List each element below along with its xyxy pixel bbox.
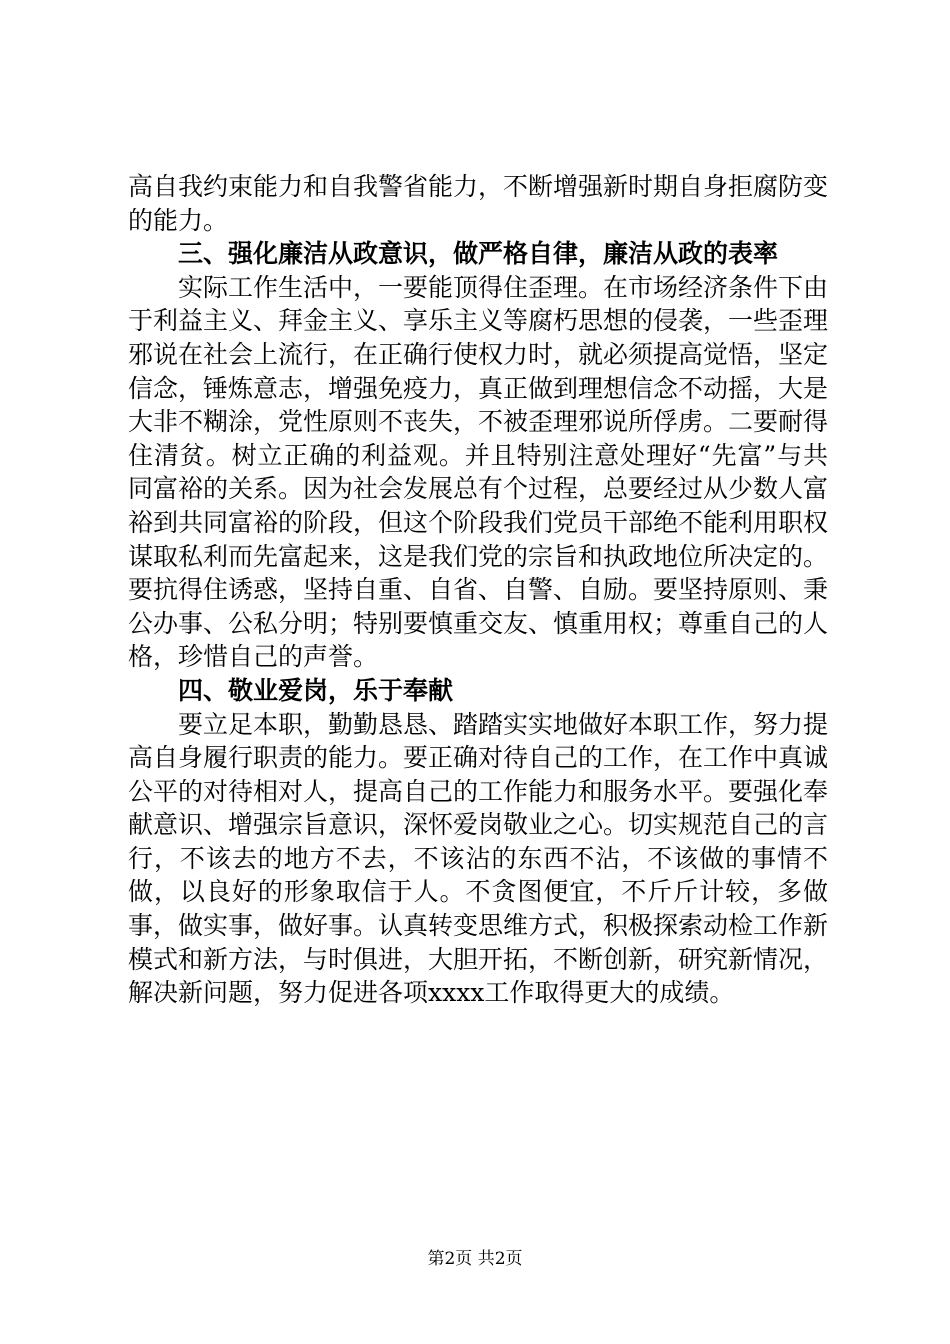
- section-heading-4: 四、敬业爱岗，乐于奉献: [178, 675, 454, 705]
- paragraph-section-3: 实际工作生活中，一要能顶得住歪理。在市场经济条件下由于利益主义、拜金主义、享乐主义等腐朽思想的侵袭，一些歪理邪说在社会上流行，在正确行使权力时，就必须提高觉悟，坚定信念，锤炼意志，增强免疫力，真正做到理想信念不动摇，大是大非不糊涂，党性原则不丧失，不被歪理邪说所俘虏。二要耐得住清贫。树立正确的利益观。并且特别注意处理好“先富”与共同富裕的关系。因为社会发展总有个过程，总要经过从少数人富裕到共同富裕的阶段，但这个阶段我们党员干部绝不能利用职权谋取私利而先富起来，这是我们党的宗旨和执政地位所决定的。要抗得住诱惑，坚持自重、自省、自警、自励。要坚持原则、秉公办事、公私分明；特别要慎重交友、慎重用权；尊重自己的人格，珍惜自己的声誉。: [128, 272, 829, 672]
- document-body: [128, 170, 828, 1010]
- section-heading-3: 三、强化廉洁从政意识，做严格自律，廉洁从政的表率: [178, 239, 779, 269]
- page-number-footer: 第2页 共2页: [427, 1249, 523, 1269]
- paragraph-continued: 高自我约束能力和自我警省能力，不断增强新时期自身拒腐防变的能力。: [128, 172, 829, 235]
- paragraph-section-4: 要立足本职，勤勤恳恳、踏踏实实地做好本职工作，努力提高自身履行职责的能力。要正确对待自己的工作，在工作中真诚公平的对待相对人，提高自己的工作能力和服务水平。要强化奉献意识、增强宗旨意识，深怀爱岗敬业之心。切实规范自己的言行，不该去的地方不去，不该沾的东西不沾，不该做的事情不做，以良好的形象取信于人。不贪图便宜，不斤斤计较，多做事，做实事，做好事。认真转变思维方式，积极探索动检工作新模式和新方法，与时俱进，大胆开拓，不断创新，研究新情况，解决新问题，努力促进各项xxxx工作取得更大的成绩。: [128, 709, 829, 1008]
